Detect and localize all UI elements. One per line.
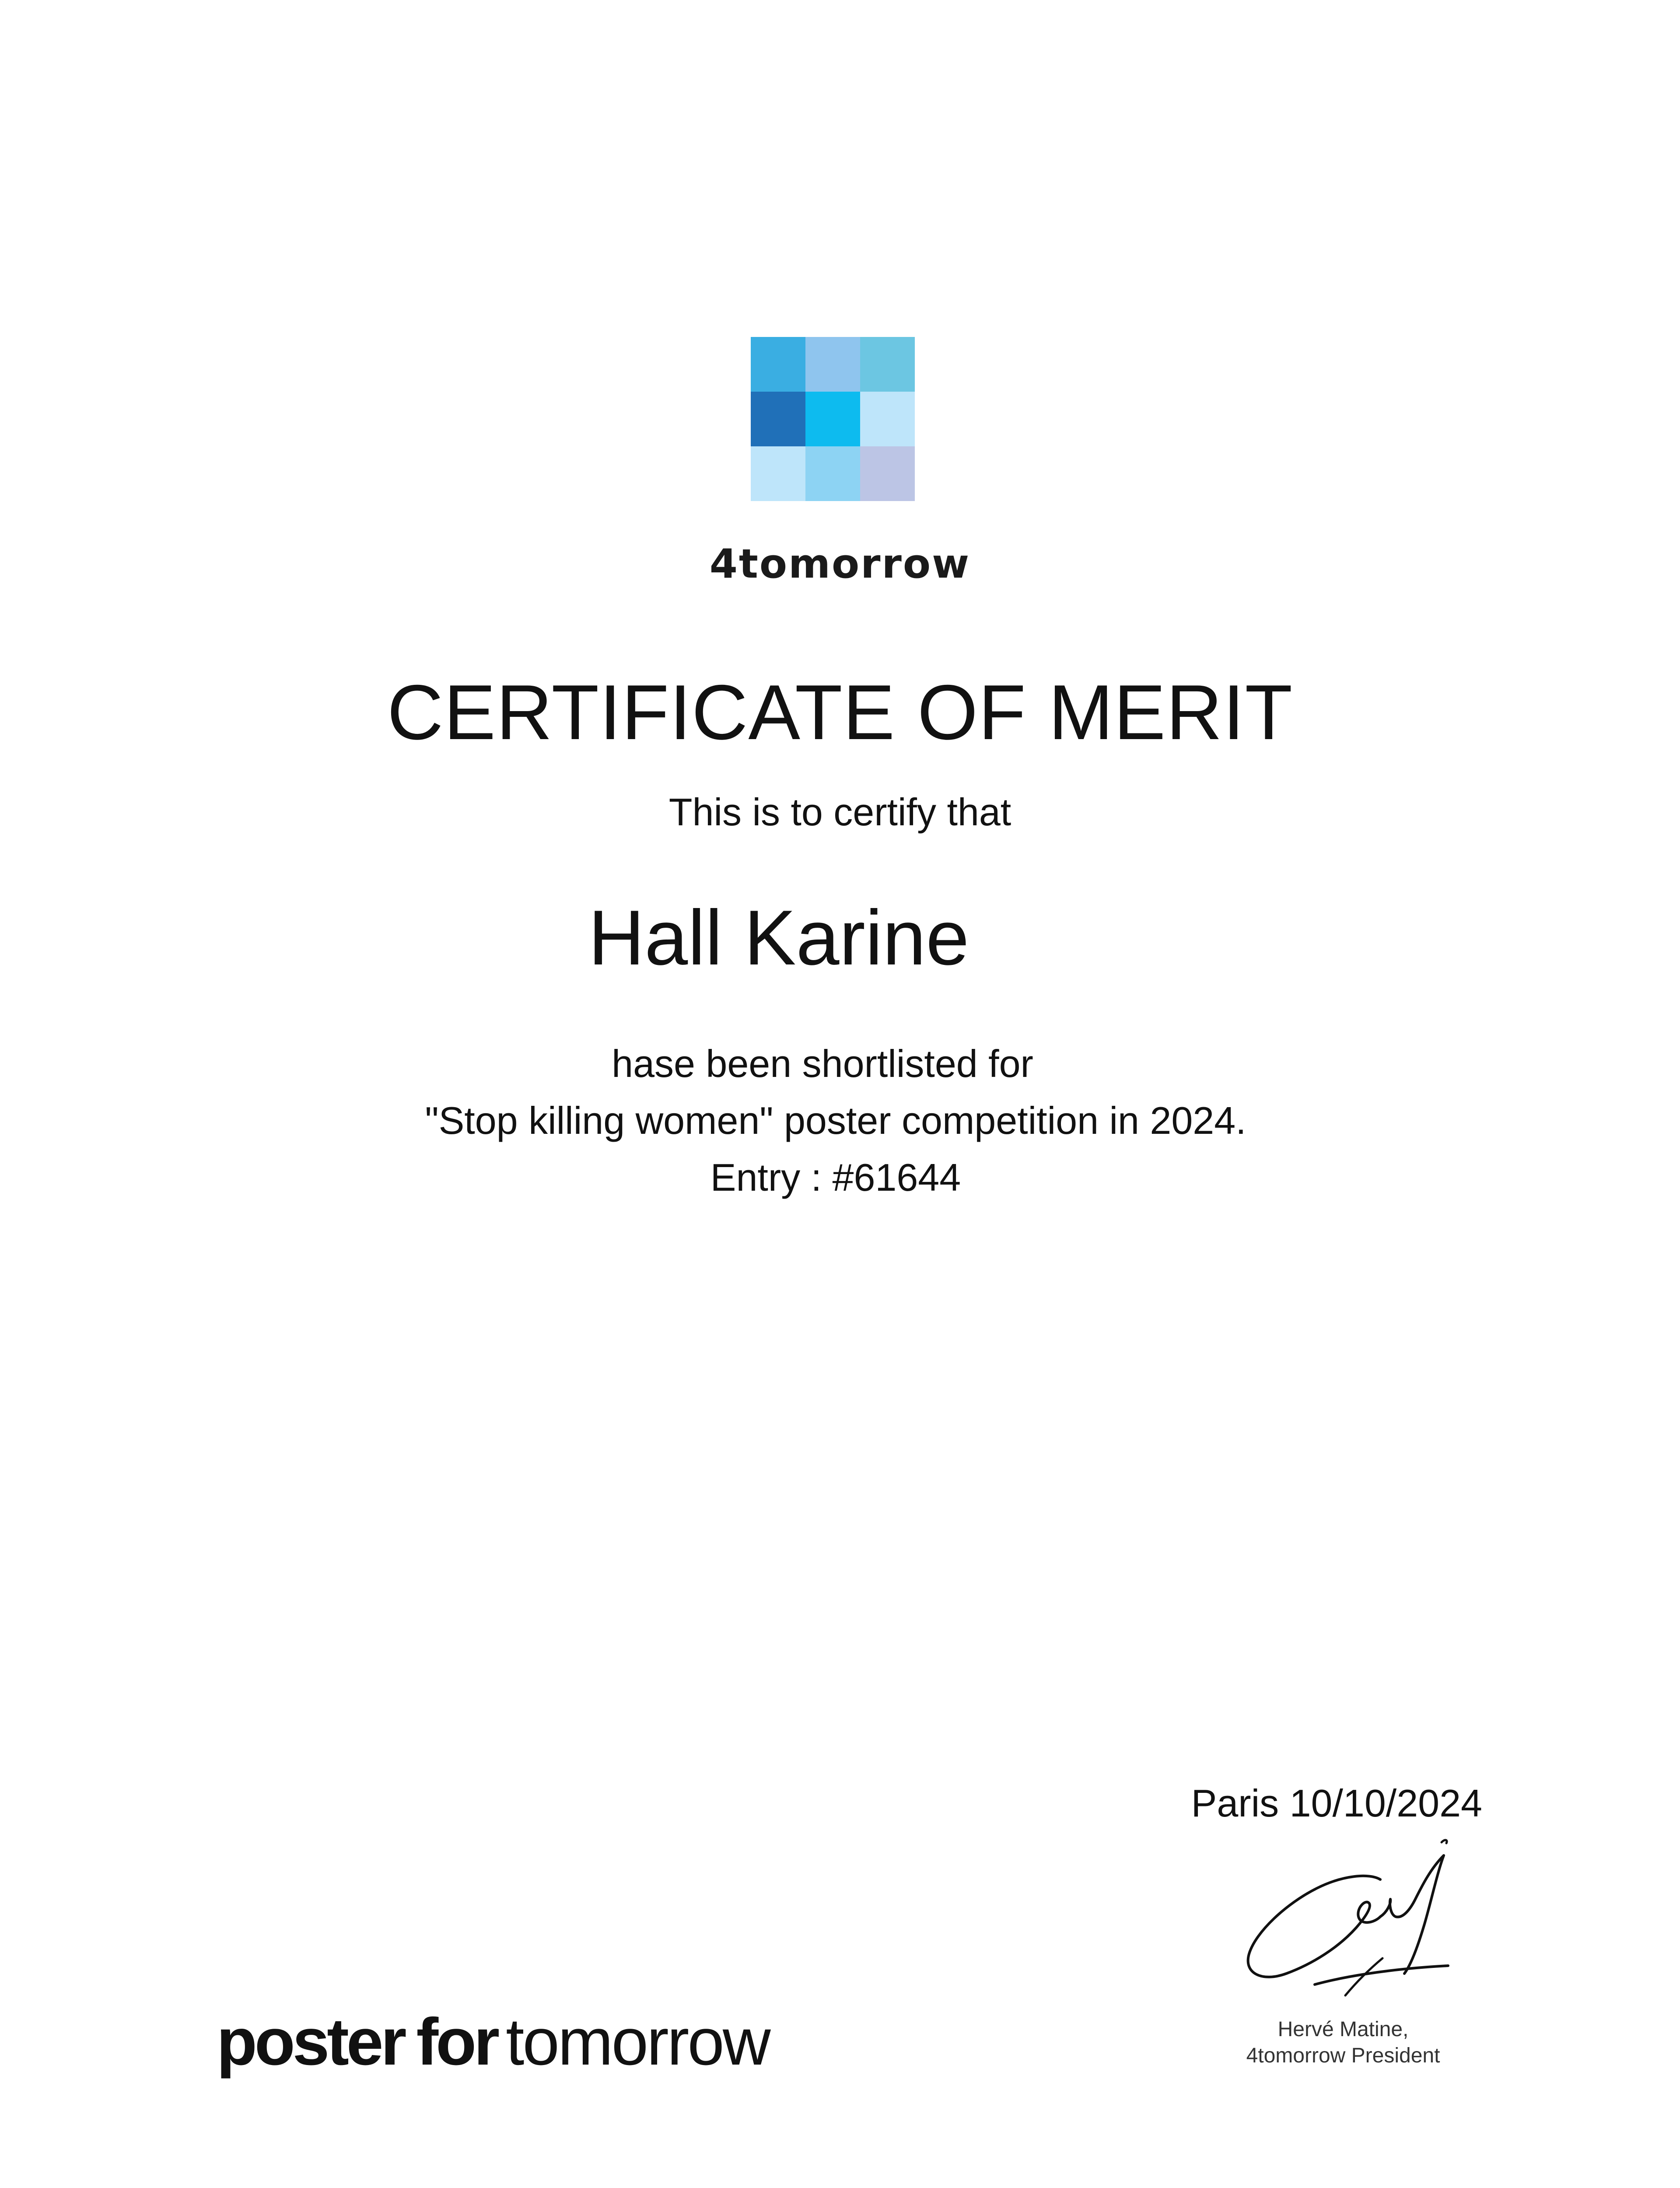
logo-square (805, 337, 860, 392)
place-date: Paris 10/10/2024 (1191, 1781, 1482, 1825)
certify-text: This is to certify that (668, 790, 1012, 834)
logo-square (860, 392, 915, 446)
logo-square (860, 337, 915, 392)
footer-logo-tomorrow: tomorrow (506, 2005, 769, 2079)
signer-name: Hervé Matine, (1278, 2018, 1409, 2041)
logo-square (751, 337, 805, 392)
logo-square (751, 392, 805, 446)
brand-name: 4tomorrow (709, 540, 971, 587)
logo-square (751, 446, 805, 501)
signer-block (1212, 2016, 1474, 2069)
shortlist-text: hase been shortlisted for (612, 1042, 1033, 1085)
logo-square (860, 446, 915, 501)
competition-text: "Stop killing women" poster competition in 2024. (425, 1099, 1246, 1142)
logo-square (805, 446, 860, 501)
footer-logo-for: for (416, 2005, 497, 2079)
posterfortomorrow-logo (217, 2005, 769, 2079)
signer-role: 4tomorrow President (1246, 2044, 1440, 2067)
recipient-name: Hall Karine (588, 894, 970, 981)
footer-logo-poster: poster (217, 2005, 404, 2079)
entry-number: Entry : #61644 (710, 1156, 961, 1199)
signature-image (1238, 1838, 1483, 2022)
4tomorrow-logo-mark (751, 337, 915, 501)
certificate-title: CERTIFICATE OF MERIT (387, 669, 1293, 756)
logo-square (805, 392, 860, 446)
